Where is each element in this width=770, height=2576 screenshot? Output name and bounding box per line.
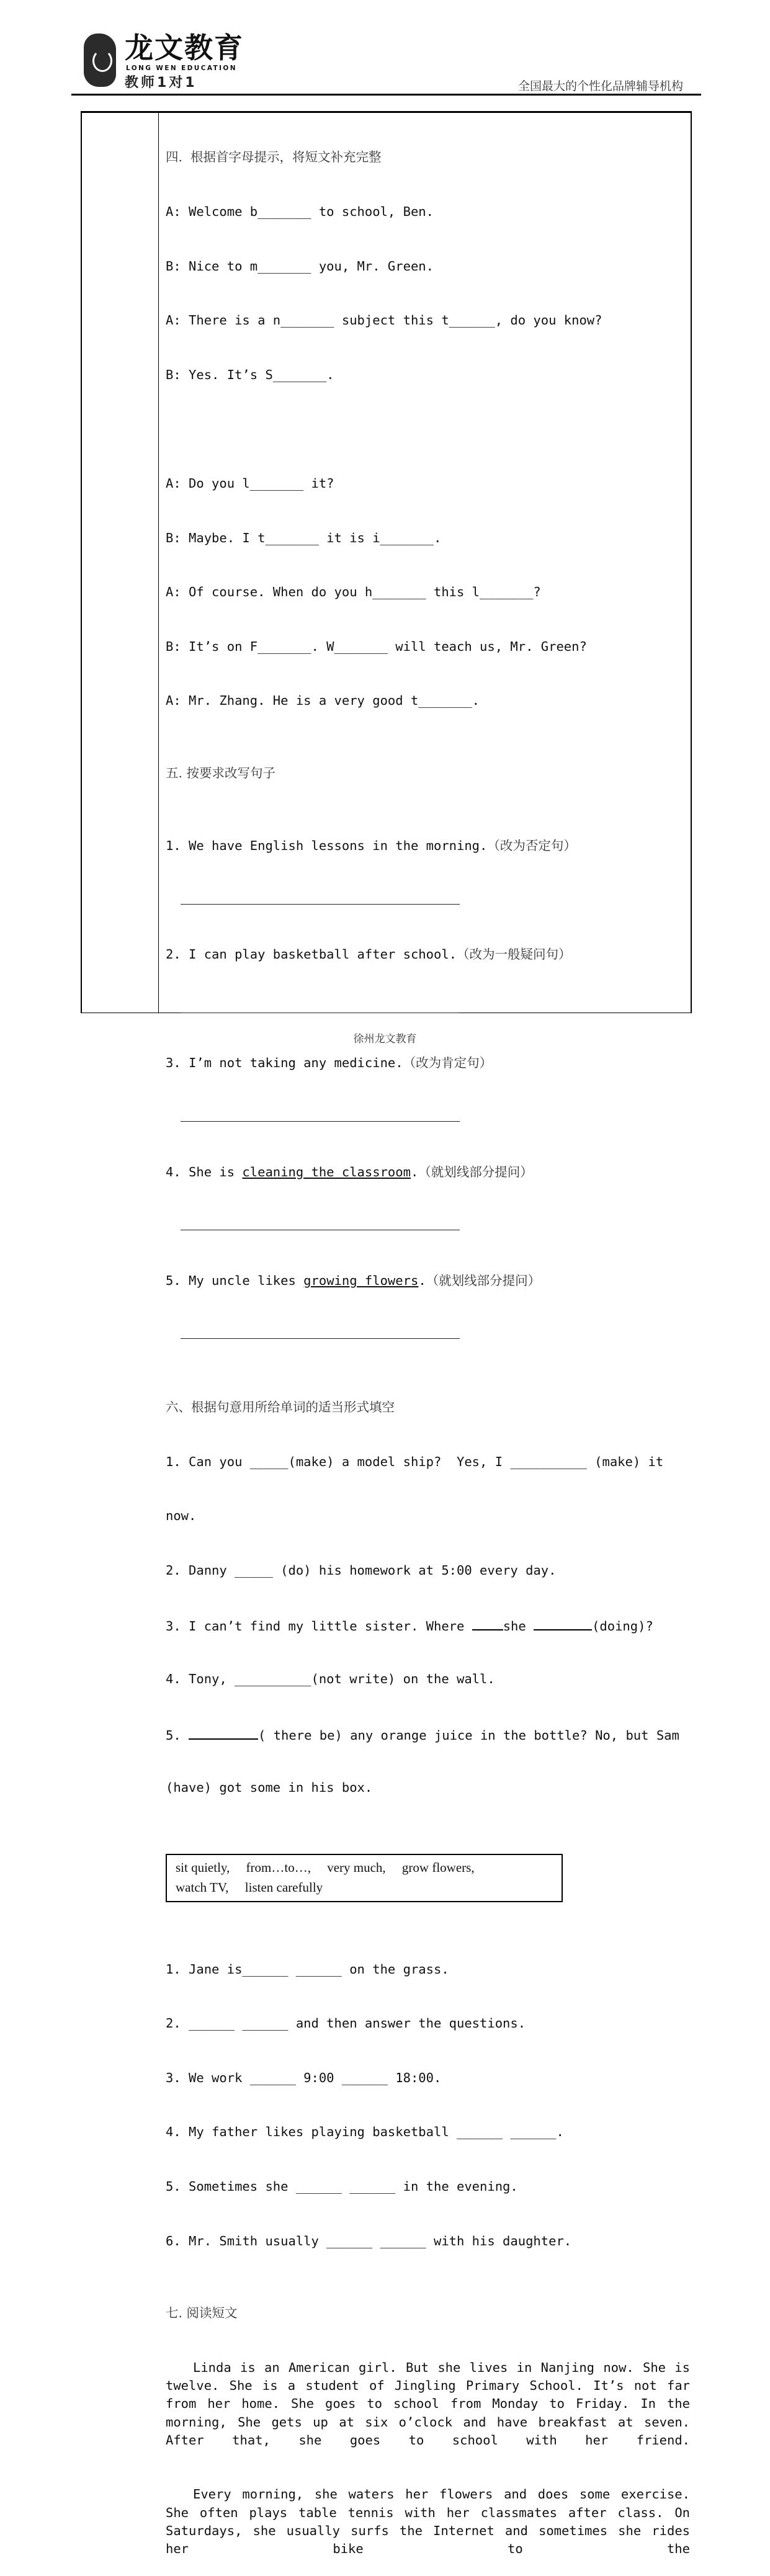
rewrite-instruction: （改为一般疑问句） (457, 947, 571, 962)
rewrite-item (166, 1272, 690, 1290)
sentence-end: . (418, 1272, 426, 1288)
verb-form-item: 1. Can you _____(make) a model ship? Yes, I __________ (make) it (166, 1454, 664, 1469)
item-text: ( there be) any orange juice in the bottle? No, but Sam (258, 1727, 679, 1743)
rewrite-instruction: （就划线部分提问） (418, 1164, 533, 1179)
underlined-phrase: growing flowers (303, 1272, 419, 1288)
rewrite-sentence: 4. She is (166, 1164, 243, 1179)
section-5-heading: 五. 按要求改写句子 (166, 766, 276, 781)
dialogue-line: A: Of course. When do you h_______ this l_______? (166, 584, 541, 600)
dialogue-line: B: Yes. It’s S_______. (166, 367, 334, 382)
item-text: 3. I can’t find my little sister. Where (166, 1619, 472, 1634)
page-footer: 徐州龙文教育 (353, 1033, 417, 1045)
answer-line[interactable] (181, 1000, 460, 1013)
phrase-fill-item: 5. Sometimes she ______ ______ in the evening. (166, 2179, 518, 2194)
rewrite-instruction: （就划线部分提问） (426, 1272, 541, 1288)
answer-line[interactable] (181, 1326, 460, 1339)
phrase-fill-item: 4. My father likes playing basketball ______ ______. (166, 2124, 564, 2140)
logo-seal-icon (84, 34, 116, 87)
answer-line[interactable] (181, 892, 460, 905)
dialogue-line: B: Maybe. I t_______ it is i_______. (166, 530, 442, 545)
reading-paragraph: Every morning, she waters her flowers and does some exercise. She often plays table tennis with her classmates after class. On Saturdays, she usually surfs the Internet and sometimes she rides her bike to the (166, 2487, 690, 2557)
verb-form-item-continued: (have) got some in his box. (166, 1780, 373, 1796)
item-text: she (503, 1619, 534, 1634)
section-7-heading: 七. 阅读短文 (166, 2305, 238, 2321)
phrase-fill-item: 3. We work ______ 9:00 ______ 18:00. (166, 2070, 442, 2085)
answer-blank[interactable] (472, 1616, 503, 1630)
answer-line[interactable] (181, 1109, 460, 1122)
word-bank-row: sit quietly, from…to…, very much, grow flowers, (176, 1860, 475, 1876)
worksheet-content (166, 112, 690, 2576)
verb-form-item: 2. Danny _____ (do) his homework at 5:00 every day. (166, 1562, 557, 1578)
header-divider (71, 94, 701, 96)
section-6-heading: 六、根据句意用所给单词的适当形式填空 (166, 1400, 395, 1415)
verb-form-item: 4. Tony, __________(not write) on the wall. (166, 1671, 495, 1687)
phrase-fill-item: 6. Mr. Smith usually ______ ______ with his daughter. (166, 2233, 572, 2248)
section-4-heading: 四. 根据首字母提示，将短文补充完整 (166, 150, 382, 165)
dialogue-line: B: It’s on F_______. W_______ will teach us, Mr. Green? (166, 638, 587, 654)
rewrite-item (166, 837, 690, 855)
verb-form-item (166, 1725, 690, 1743)
rewrite-item (166, 1054, 690, 1072)
dialogue-line: A: Mr. Zhang. He is a very good t_______. (166, 693, 480, 709)
rewrite-item (166, 946, 690, 964)
reading-paragraph: Linda is an American girl. But she lives in Nanjing now. She is twelve. She is a student of Jingling Primary School. It’s not far from her home. She goes to school from Monday to Friday. In the morning, She gets up at six o’clock and have breakfast at seven. After that, she goes to school with her friend. (166, 2360, 690, 2448)
verb-form-item-continued: now. (166, 1508, 197, 1524)
underlined-phrase: cleaning the classroom (242, 1164, 411, 1179)
answer-blank[interactable] (534, 1616, 592, 1630)
rewrite-sentence: 3. I’m not taking any medicine. (166, 1055, 403, 1071)
phrase-fill-item: 1. Jane is______ ______ on the grass. (166, 1961, 449, 1977)
answer-line[interactable] (181, 1217, 460, 1230)
logo-tagline: 教师1对1 (125, 75, 197, 91)
rewrite-sentence: 5. My uncle likes (166, 1272, 304, 1288)
rewrite-sentence: 2. I can play basketball after school. (166, 947, 457, 962)
item-text: 5. (166, 1727, 189, 1743)
phrase-fill-item: 2. ______ ______ and then answer the questions. (166, 2016, 526, 2031)
logo-subtitle: LONG WEN EDUCATION (126, 65, 237, 72)
logo-title: 龙文教育 (125, 31, 244, 65)
table-column-divider (158, 112, 159, 1013)
dialogue-line: A: Welcome b_______ to school, Ben. (166, 204, 434, 219)
rewrite-instruction: （改为否定句） (487, 838, 576, 853)
dialogue-line: A: There is a n_______ subject this t______, do you know? (166, 313, 602, 328)
answer-blank[interactable] (189, 1725, 258, 1740)
word-bank-box (166, 1854, 563, 1902)
dialogue-line: A: Do you l_______ it? (166, 475, 334, 491)
rewrite-sentence: 1. We have English lessons in the morning. (166, 838, 488, 853)
verb-form-item (166, 1616, 690, 1634)
header-slogan: 全国最大的个性化品牌辅导机构 (517, 79, 683, 93)
word-bank-row: watch TV, listen carefully (176, 1880, 323, 1895)
rewrite-item (166, 1163, 690, 1181)
logo (84, 32, 245, 89)
item-text: (doing)? (592, 1619, 653, 1634)
sentence-end: . (410, 1164, 419, 1179)
dialogue-line: B: Nice to m_______ you, Mr. Green. (166, 258, 434, 274)
rewrite-instruction: （改为肯定句） (403, 1055, 493, 1071)
